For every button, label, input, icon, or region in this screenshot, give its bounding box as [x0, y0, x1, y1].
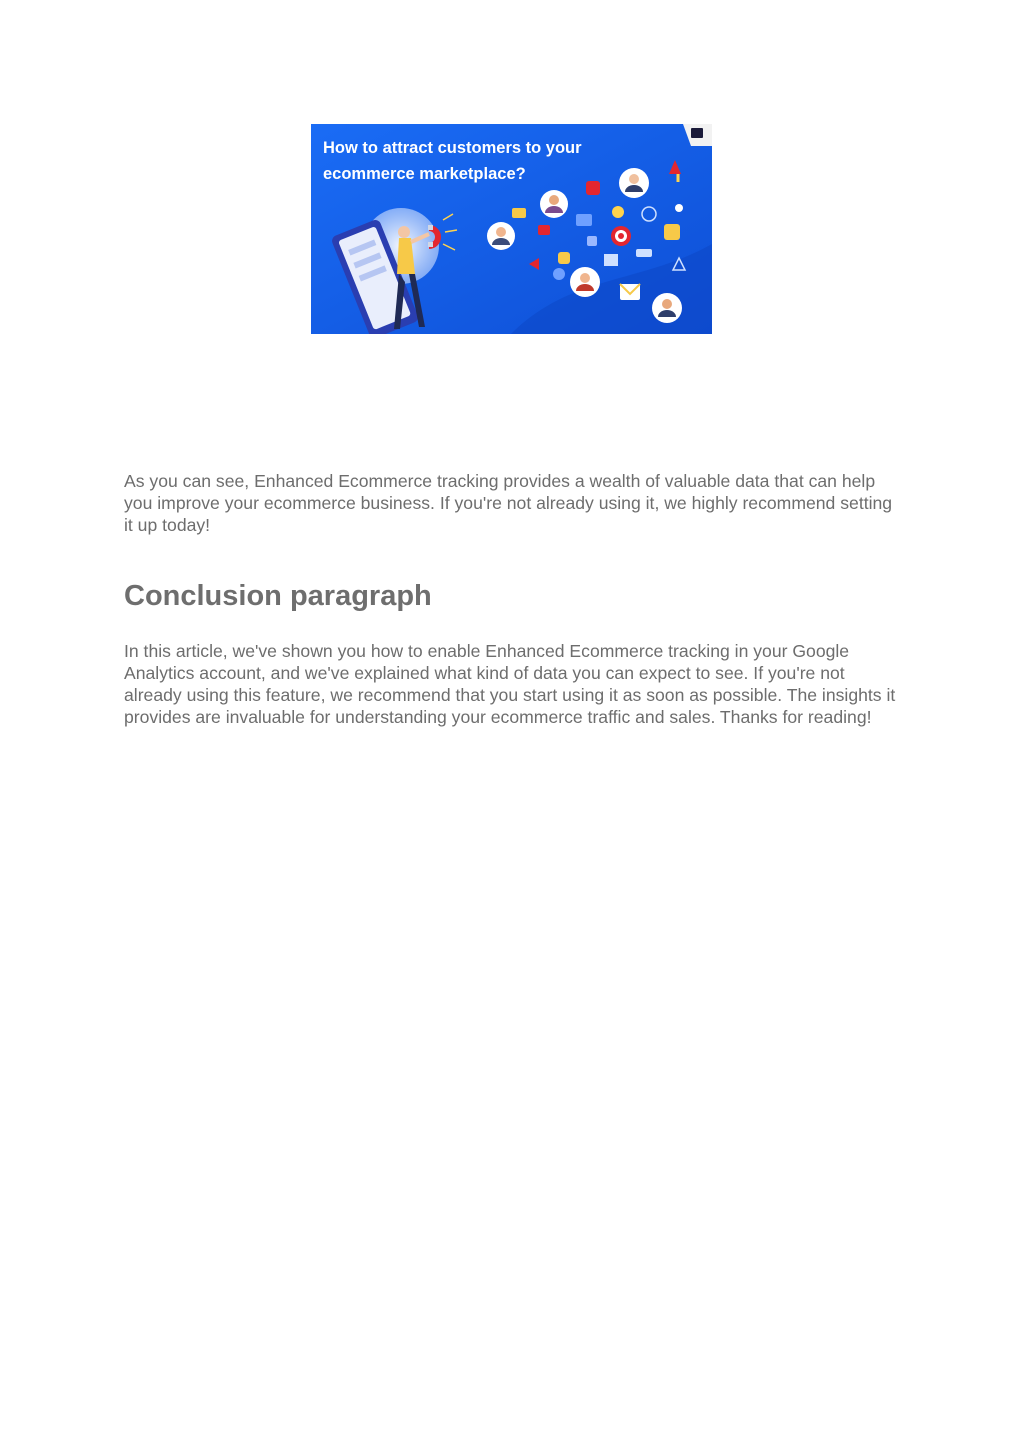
- gift-icon: [538, 225, 550, 235]
- chart-icon: [604, 254, 618, 266]
- hero-title-line2: ecommerce marketplace?: [323, 165, 526, 183]
- avatar-icon: [652, 293, 682, 323]
- paragraph-conclusion: In this article, we've shown you how to enable Enhanced Ecommerce tracking in your Google Analytics account, and we've explained what kind of data you can expect to see. If you're not already using this feature, we recommend that you start using it as soon as possible. The insights it provides are invaluable for understanding your ecommerce traffic and sales. Thanks for reading!: [124, 641, 896, 727]
- music-icon: [586, 181, 600, 195]
- atom-icon: [553, 268, 565, 280]
- hero-image: [311, 124, 712, 334]
- network-icon: [675, 204, 683, 212]
- paragraph-intro: As you can see, Enhanced Ecommerce tracking provides a wealth of valuable data that can help you improve your ecommerce business. If you're not already using it, we highly recommend setting it up today!: [124, 471, 893, 535]
- document-icon: [664, 224, 680, 240]
- chat-icon: [558, 252, 570, 264]
- avatar-icon: [570, 267, 600, 297]
- image-icon: [576, 214, 592, 226]
- card-icon: [636, 249, 652, 257]
- hero-title-line1: How to attract customers to your: [323, 139, 582, 157]
- mail-icon: [512, 208, 526, 218]
- lightbulb-icon: [612, 206, 624, 218]
- hero-illustration: [311, 124, 712, 334]
- avatar-icon: [487, 222, 515, 250]
- avatar-icon: [619, 168, 649, 198]
- avatar-icon: [540, 190, 568, 218]
- section-heading: Conclusion paragraph: [124, 580, 432, 612]
- cube-icon: [587, 236, 597, 246]
